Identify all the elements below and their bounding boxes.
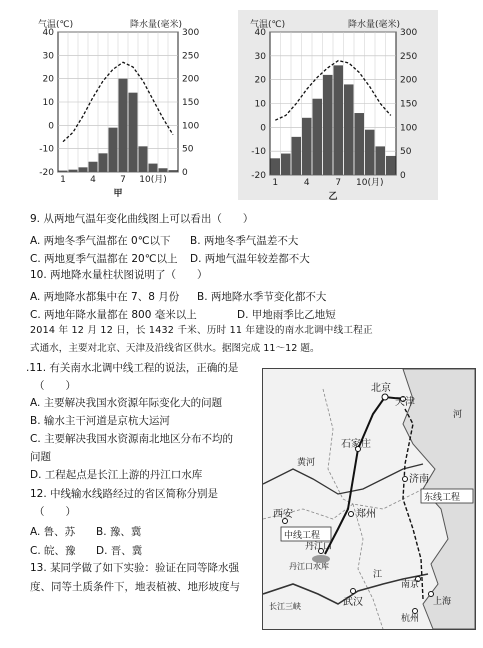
precip-tick-label: 150 <box>182 98 200 108</box>
label-tianjin: 天津 <box>395 397 415 408</box>
month-tick-label: 7 <box>335 178 342 188</box>
temp-tick-label: -20 <box>251 171 266 181</box>
temp-tick-label: 30 <box>254 51 266 62</box>
precip-tick-label: 50 <box>400 147 412 158</box>
q12-option-a: A. 鲁、苏 <box>30 526 76 538</box>
month-tick-label: 1 <box>272 178 279 188</box>
city-marker <box>351 589 356 594</box>
precip-bar <box>271 158 281 175</box>
precip-bar <box>69 170 78 172</box>
precip-tick-label: 50 <box>182 144 194 155</box>
label-zhengzhou: 郑州 <box>356 509 376 520</box>
precip-bar <box>334 65 344 175</box>
precip-bar <box>109 128 118 172</box>
precip-tick-label: 0 <box>182 168 188 178</box>
precip-bar <box>139 146 148 172</box>
temp-tick-label: -10 <box>251 147 266 158</box>
q10-option-d: D. 甲地雨季比乙地短 <box>237 309 336 321</box>
precip-tick-label: 200 <box>400 75 418 86</box>
passage-line-1: 2014 年 12 月 12 日，长 1432 千米、历时 11 年建设的南水北调中线工程正 <box>30 325 373 336</box>
label-east-route: 东线工程 <box>424 493 461 503</box>
precip-axis-title: 降水量(毫米) <box>129 20 182 30</box>
label-shijiazhuang: 石家庄 <box>341 439 371 450</box>
q11-option-c: C. 主要解决我国水资源南北地区分布不均的 <box>30 433 234 445</box>
label-shanghai: 上海 <box>433 597 452 607</box>
precip-bar <box>119 79 128 172</box>
precip-tick-label: 100 <box>182 121 200 132</box>
label-jinan: 济南 <box>409 474 429 485</box>
label-nanjing: 南京 <box>401 580 420 590</box>
q11-option-d: D. 工程起点是长江上游的丹江口水库 <box>30 469 203 481</box>
precip-bar <box>159 168 168 172</box>
chart-caption: 甲 <box>113 189 123 197</box>
precip-bar <box>344 84 354 175</box>
precip-bar <box>302 118 312 175</box>
precip-bar <box>99 153 108 172</box>
temp-tick-label: 0 <box>48 121 54 132</box>
question-11-paren: （ ） <box>34 380 76 392</box>
precip-bar <box>365 130 375 175</box>
chart-caption: 乙 <box>328 192 338 200</box>
question-9: 9. 从两地气温年变化曲线图上可以看出（ ） <box>30 213 254 225</box>
climate-chart-jia <box>28 12 218 197</box>
month-tick-label: 10(月) <box>139 175 167 185</box>
precip-tick-label: 300 <box>400 28 418 38</box>
question-10: 10. 两地降水量柱状图说明了（ ） <box>30 269 208 281</box>
precip-bar <box>79 167 88 172</box>
q10-option-a: A. 两地降水都集中在 7、8 月份 <box>30 291 180 303</box>
precip-tick-label: 100 <box>400 123 418 134</box>
precip-bar <box>169 170 178 172</box>
precip-bar <box>376 146 386 175</box>
q12-option-b: B. 豫、冀 <box>96 526 142 538</box>
precip-bar <box>386 156 396 175</box>
precip-bar <box>323 75 333 175</box>
temp-tick-label: 20 <box>42 74 54 85</box>
month-tick-label: 4 <box>90 175 96 185</box>
temp-tick-label: 10 <box>42 98 54 108</box>
q10-option-b: B. 两地降水季节变化都不大 <box>197 291 327 303</box>
precip-bar <box>59 171 68 172</box>
city-marker <box>403 477 408 482</box>
precip-bar <box>89 162 98 172</box>
label-danjiangkou: 丹江口 <box>305 542 333 552</box>
precip-bar <box>355 113 365 175</box>
precip-bar <box>313 99 323 175</box>
precip-bar <box>281 154 291 175</box>
question-12: 12. 中线输水线路经过的省区简称分别是 <box>30 488 219 500</box>
province-boundary <box>353 504 383 629</box>
label-jiang: 江 <box>373 570 383 580</box>
city-marker <box>413 609 418 614</box>
passage-line-2: 式通水，主要对北京、天津及沿线省区供水。据图完成 11～12 题。 <box>30 343 320 354</box>
city-marker <box>382 394 388 400</box>
temp-tick-label: 0 <box>260 123 266 134</box>
precip-bar <box>149 164 158 172</box>
q12-option-c: C. 皖、豫 <box>30 545 76 557</box>
q11-option-c-cont: 问题 <box>30 451 51 463</box>
temp-tick-label: -20 <box>39 168 54 178</box>
city-marker <box>429 592 434 597</box>
question-13-line-2: 度、同等土质条件下，地表植被、地形坡度与 <box>30 581 240 593</box>
q9-option-d: D. 两地气温年较差都不大 <box>190 253 310 265</box>
south-north-water-diversion-map <box>262 368 476 630</box>
temp-tick-label: 40 <box>42 28 54 38</box>
month-tick-label: 4 <box>303 178 310 188</box>
month-tick-label: 1 <box>60 175 66 185</box>
q9-option-c: C. 两地夏季气温都在 20℃以上 <box>30 253 178 265</box>
label-yellow-river: 黄河 <box>297 458 316 468</box>
precip-tick-label: 150 <box>400 99 418 110</box>
temp-tick-label: 10 <box>254 99 266 110</box>
month-tick-label: 7 <box>120 175 126 185</box>
question-12-paren: （ ） <box>34 506 76 518</box>
label-beijing: 北京 <box>371 383 391 394</box>
precip-tick-label: 250 <box>182 51 200 62</box>
label-sanxia: 长江三峡 <box>269 602 301 611</box>
precip-tick-label: 250 <box>400 51 418 62</box>
q9-option-b: B. 两地冬季气温差不大 <box>190 235 299 247</box>
climate-chart-yi <box>238 10 438 200</box>
month-tick-label: 10(月) <box>356 178 384 188</box>
precip-axis-title: 降水量(毫米) <box>347 20 400 30</box>
precip-tick-label: 300 <box>182 28 200 38</box>
temp-tick-label: -10 <box>39 144 54 155</box>
q9-option-a: A. 两地冬季气温都在 0℃以下 <box>30 235 171 247</box>
temp-tick-label: 30 <box>42 51 54 62</box>
label-middle-route: 中线工程 <box>284 531 321 541</box>
precip-tick-label: 200 <box>182 74 200 85</box>
question-11: .11. 有关南水北调中线工程的说法，正确的是 <box>26 362 239 374</box>
precip-bar <box>292 137 302 175</box>
precip-bar <box>129 93 138 172</box>
label-xian: 西安 <box>273 509 293 520</box>
label-wuhan: 武汉 <box>343 597 363 608</box>
precip-tick-label: 0 <box>400 171 406 181</box>
label-hangzhou: 杭州 <box>401 614 420 624</box>
q11-option-a: A. 主要解决我国水资源年际变化大的问题 <box>30 397 223 409</box>
temp-axis-title: 气温(℃) <box>38 20 74 30</box>
temp-tick-label: 40 <box>254 28 266 38</box>
yellow-river <box>263 464 423 494</box>
label-reservoir: 丹江口水库 <box>289 562 329 571</box>
city-marker <box>349 512 354 517</box>
q12-option-d: D. 晋、冀 <box>96 545 143 557</box>
question-13-line-1: 13. 某同学做了如下实验：验证在同等降水强 <box>30 562 240 574</box>
temp-tick-label: 20 <box>254 75 266 86</box>
q11-option-b: B. 输水主干河道是京杭大运河 <box>30 415 170 427</box>
label-he: 河 <box>453 410 463 420</box>
temp-axis-title: 气温(℃) <box>250 20 286 30</box>
q10-option-c: C. 两地年降水量都在 800 毫米以上 <box>30 309 197 321</box>
